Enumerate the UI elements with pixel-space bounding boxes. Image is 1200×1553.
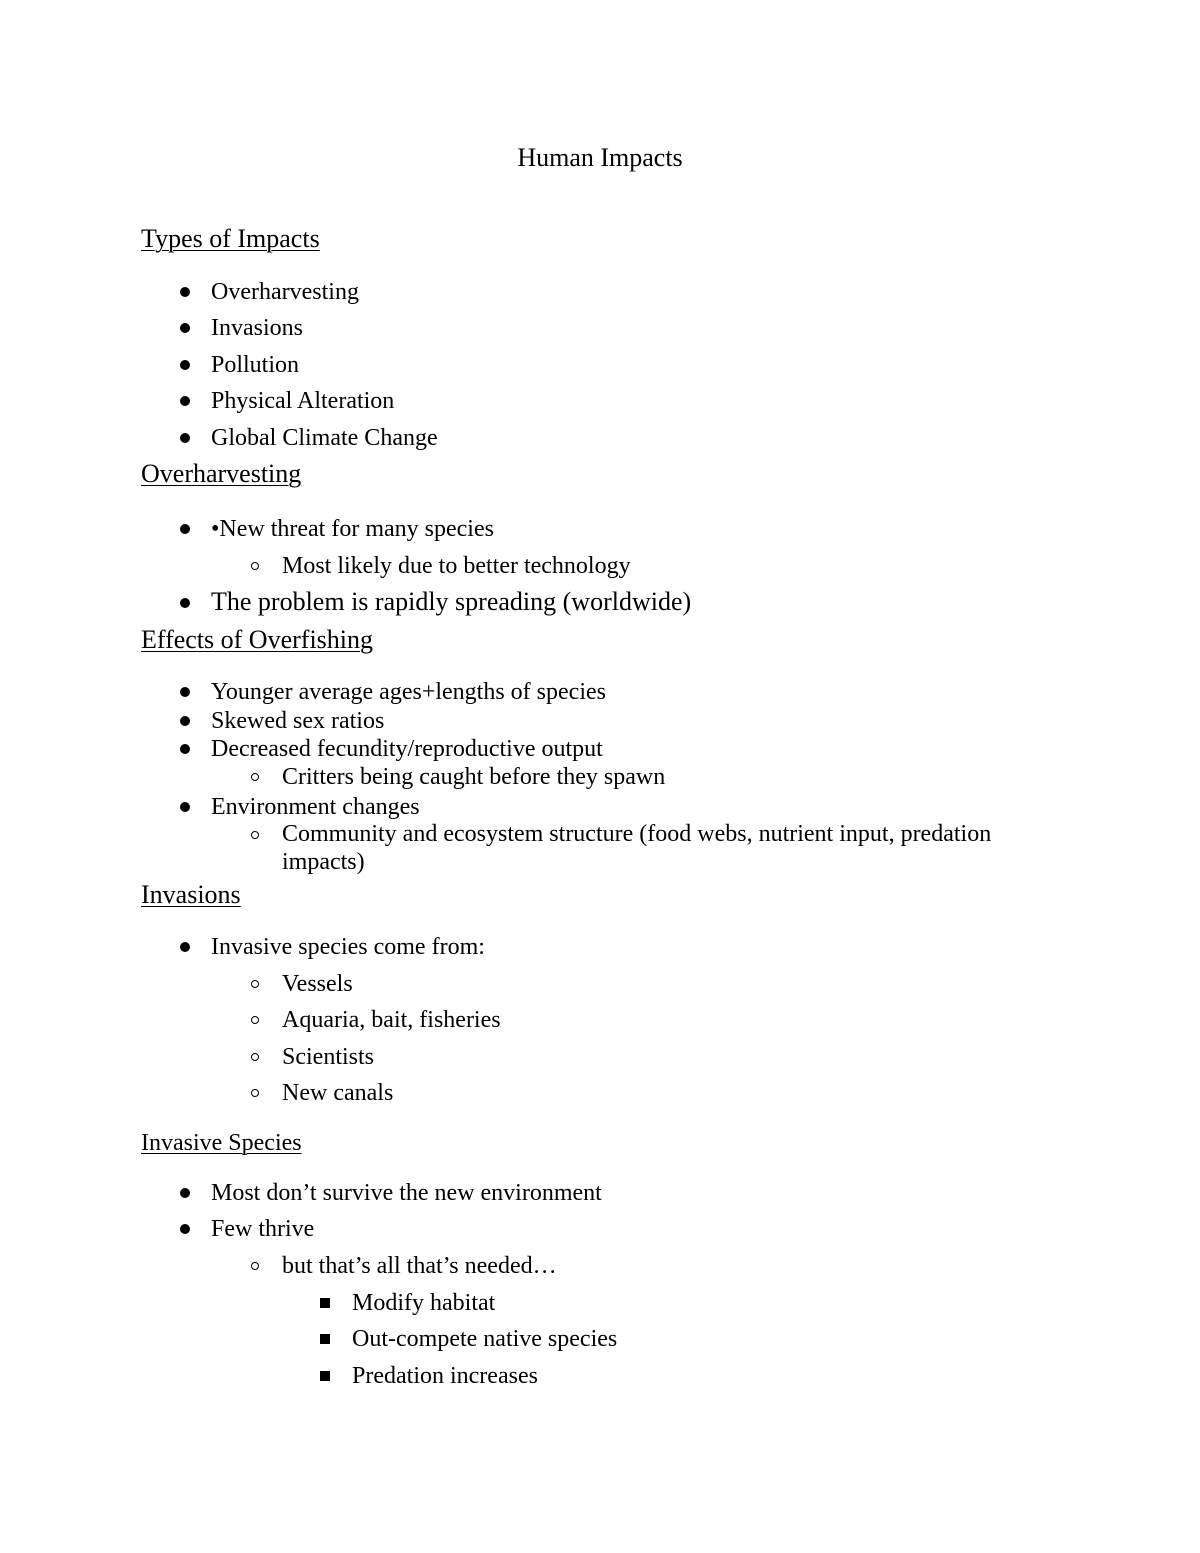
bullet-disc-icon <box>180 360 190 370</box>
list-item-text: Pollution <box>211 352 300 378</box>
list-item-text: Environment changes <box>211 794 420 820</box>
list-item-text: Predation increases <box>352 1363 538 1389</box>
section-heading-invasive-species: Invasive Species <box>141 1130 302 1156</box>
bullet-circle-icon <box>251 1262 259 1270</box>
bullet-disc-icon <box>180 716 190 726</box>
list-item-text: Overharvesting <box>211 279 359 305</box>
bullet-circle-icon <box>251 1089 259 1097</box>
list-item-text: Community and ecosystem structure (food webs, nutrient input, predation impacts) <box>282 821 992 875</box>
section-heading-invasions: Invasions <box>141 880 241 909</box>
bullet-disc-icon <box>180 598 190 608</box>
section-heading-effects-of-overfishing: Effects of Overfishing <box>141 625 374 654</box>
bullet-circle-icon <box>251 980 259 988</box>
list-item-text: Aquaria, bait, fisheries <box>282 1007 501 1033</box>
list-item-text: Out-compete native species <box>352 1326 618 1352</box>
bullet-circle-icon <box>251 1053 259 1061</box>
section-heading-types-of-impacts: Types of Impacts <box>141 224 320 253</box>
bullet-disc-icon <box>180 433 190 443</box>
bullet-circle-icon <box>251 1016 259 1024</box>
list-item-text: New canals <box>282 1080 394 1106</box>
bullet-disc-icon <box>180 744 190 754</box>
bullet-disc-icon <box>180 942 190 952</box>
bullet-disc-icon <box>180 524 190 534</box>
document-title: Human Impacts <box>517 143 683 172</box>
list-item-text: Skewed sex ratios <box>211 708 385 734</box>
list-item-text: The problem is rapidly spreading (worldwide) <box>211 587 692 616</box>
bullet-disc-icon <box>180 1224 190 1234</box>
bullet-square-icon <box>320 1334 330 1344</box>
bullet-disc-icon <box>180 287 190 297</box>
list-item-text: Decreased fecundity/reproductive output <box>211 736 603 762</box>
list-item-text: Global Climate Change <box>211 425 438 451</box>
list-item-text: but that’s all that’s needed… <box>282 1253 557 1279</box>
bullet-disc-icon <box>180 1188 190 1198</box>
list-item-text: Critters being caught before they spawn <box>282 764 666 790</box>
list-item-text: Physical Alteration <box>211 388 395 414</box>
list-item-text: Vessels <box>282 971 353 997</box>
bullet-disc-icon <box>180 323 190 333</box>
list-item-text: Modify habitat <box>352 1290 496 1316</box>
list-item-text: Few thrive <box>211 1216 315 1242</box>
list-item-text: Scientists <box>282 1044 375 1070</box>
list-item-text: Invasive species come from: <box>211 934 485 960</box>
section-heading-overharvesting: Overharvesting <box>141 459 302 488</box>
bullet-disc-icon <box>180 802 190 812</box>
list-item-text: Most don’t survive the new environment <box>211 1180 602 1206</box>
bullet-disc-icon <box>180 396 190 406</box>
list-item-text: •New threat for many species <box>211 516 494 542</box>
list-item-text: Invasions <box>211 315 303 341</box>
bullet-circle-icon <box>251 831 259 839</box>
bullet-disc-icon <box>180 687 190 697</box>
list-item-text: Most likely due to better technology <box>282 553 631 579</box>
bullet-circle-icon <box>251 773 259 781</box>
list-item-text: Younger average ages+lengths of species <box>211 679 606 705</box>
bullet-square-icon <box>320 1371 330 1381</box>
bullet-square-icon <box>320 1298 330 1308</box>
bullet-circle-icon <box>251 562 259 570</box>
